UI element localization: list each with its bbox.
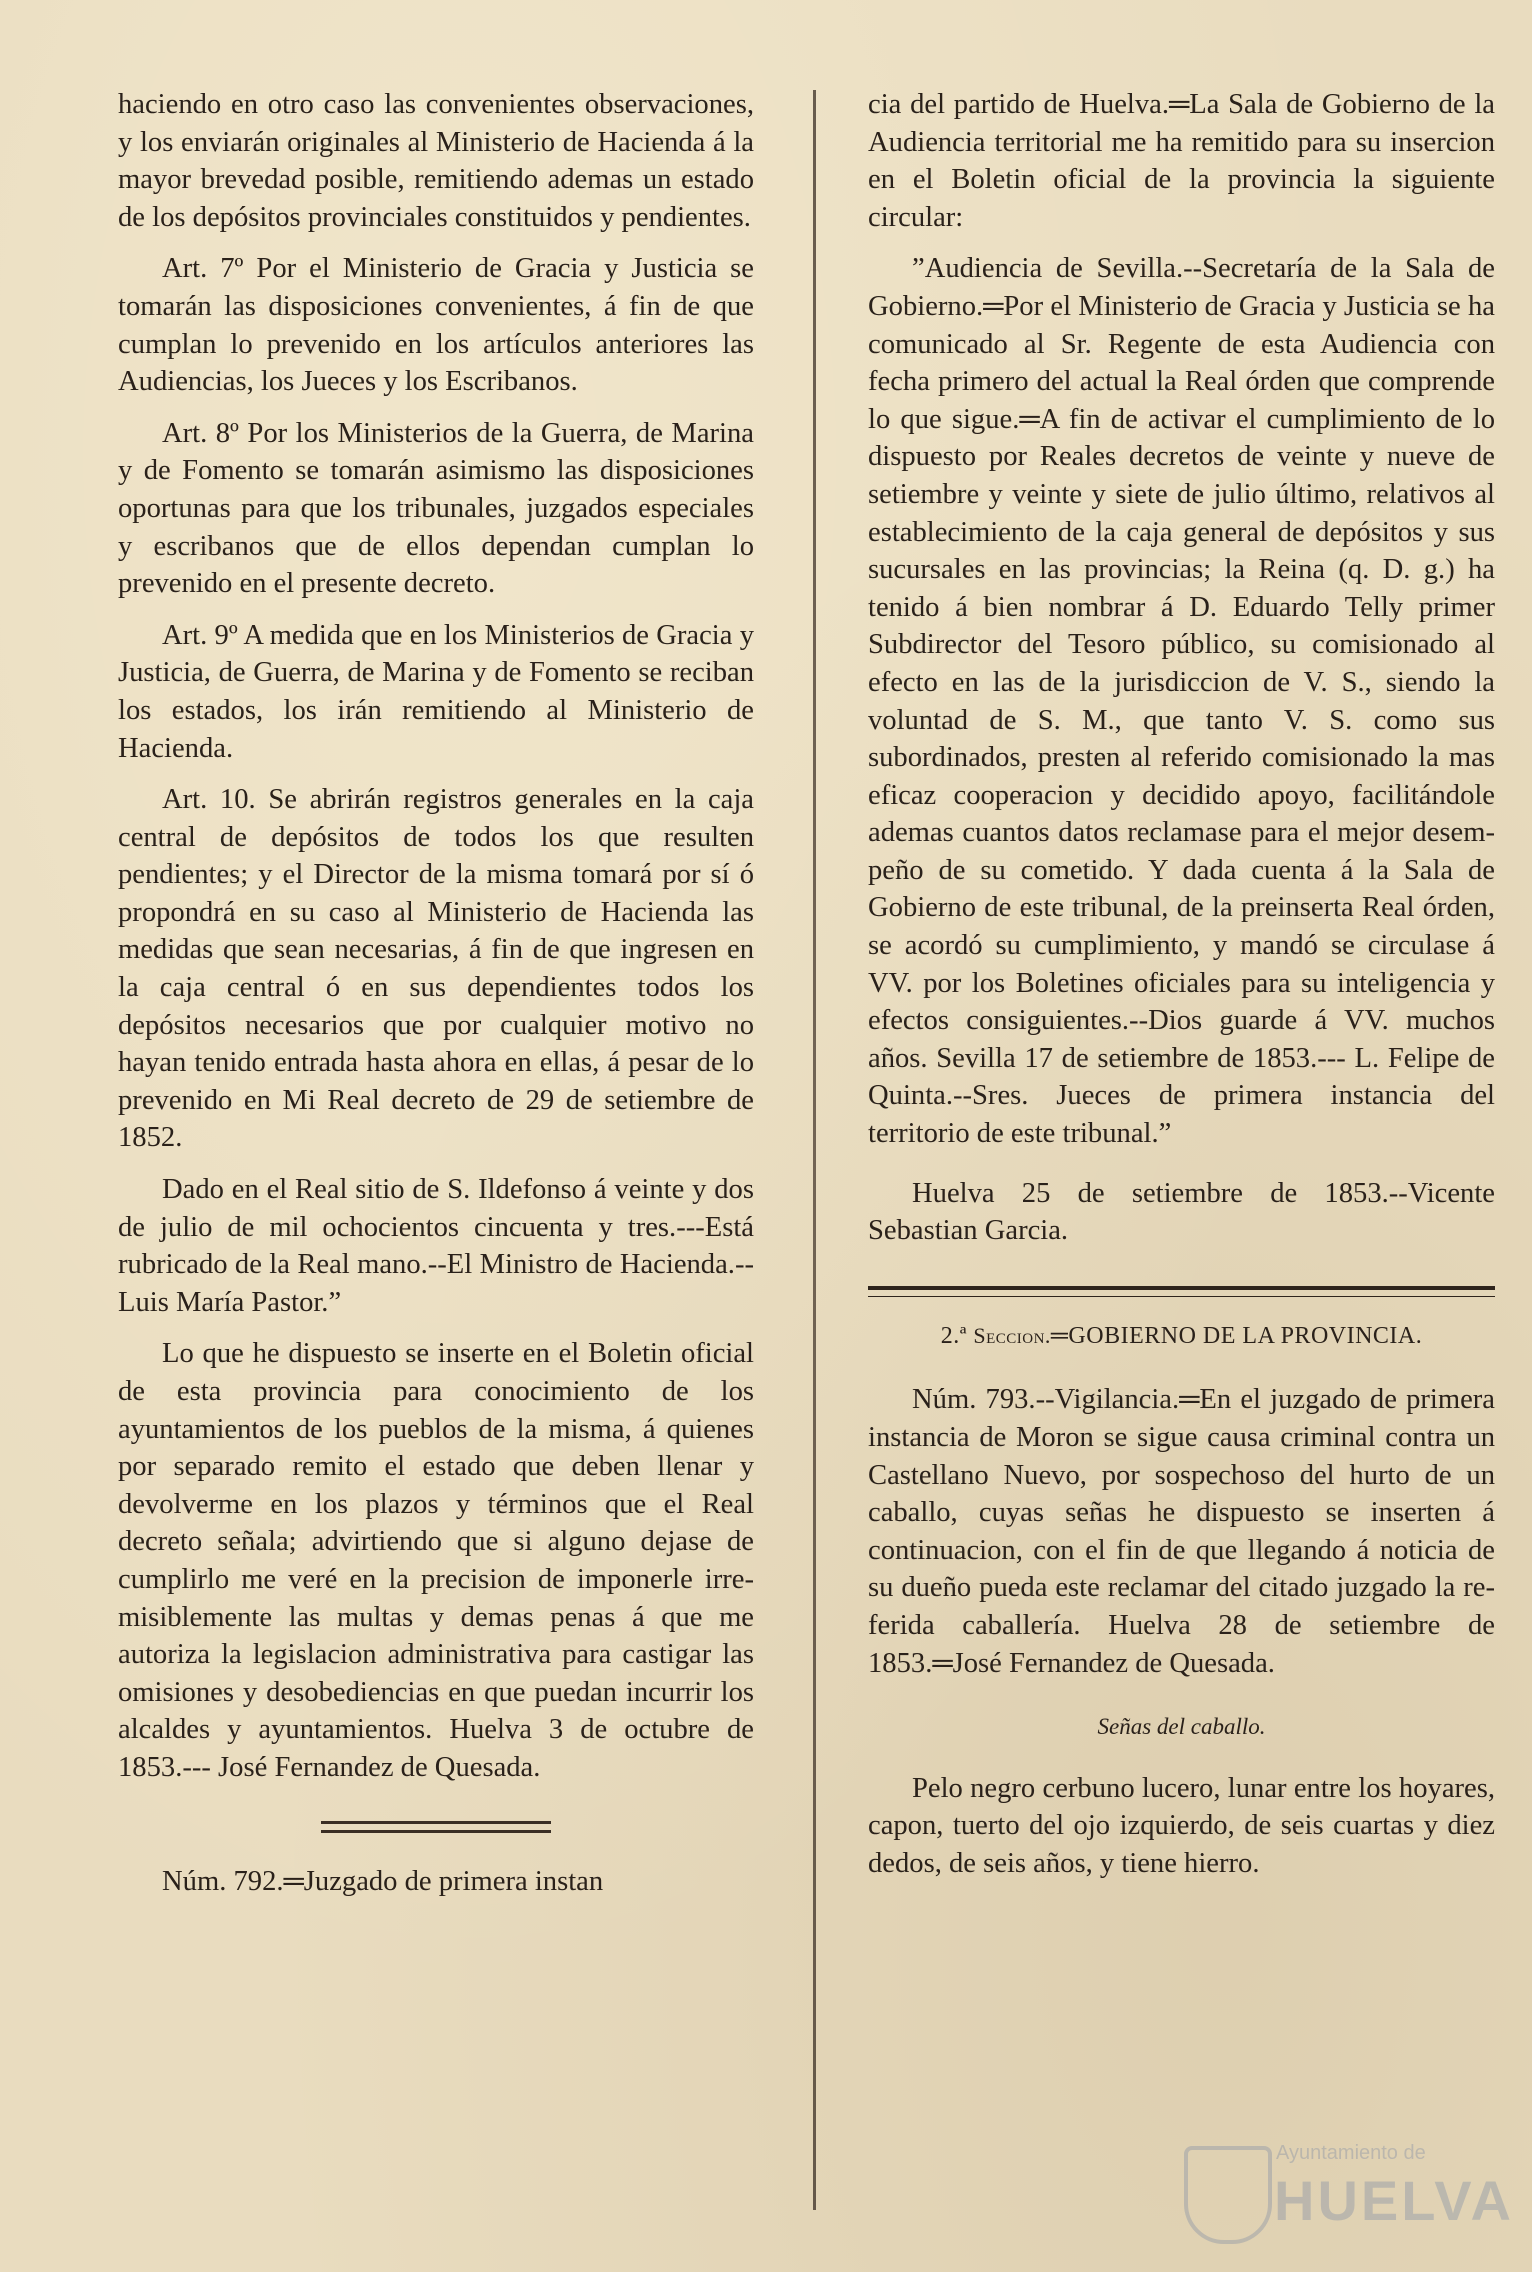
article-8: Art. 8º Por los Ministerios de la Guerra, de Marina y de Fomento se tomarán asimismo las disposiciones oportunas para que los tribunales, juzgados especiales y escribanos que de ellos dependan cumplan lo prevenido en el presente decreto. xyxy=(118,417,754,600)
section-number: 2.ª xyxy=(940,1322,967,1349)
separator-long xyxy=(868,1286,1495,1297)
left-column xyxy=(118,86,754,1900)
watermark-big-text: HUELVA xyxy=(1274,2169,1514,2232)
notice-792-body: cia del partido de Huelva.═La Sala de Gobierno de la Audiencia territorial me ha remitido para su insercion en el Boletin oficial de la provincia la siguiente circular: xyxy=(868,89,1495,233)
notice-792-heading: Núm. 792.═Juzgado de primera instan xyxy=(162,1865,604,1897)
notice-793: Núm. 793.--Vigilancia.═En el juzgado de primera instancia de Moron se sigue causa criminal contra un Castellano Nuevo, por sospechoso del hurto de un caballo, cuyas señas he dispuesto se inserten á continuacion, con el fin de que llegando á noticia de su dueño pueda este reclamar del citado juzgado la referida caballería. Huelva 28 de setiembre de 1853.═José Fernandez de Quesada. xyxy=(868,1384,1495,1679)
paragraph-continuation: haciendo en otro caso las convenientes observaciones, y los enviarán originales al Ministerio de Hacienda á la mayor brevedad posible, remitiendo ademas un estado de los depósitos provinciales constituidos y pendientes. xyxy=(118,89,754,233)
right-column xyxy=(868,86,1495,1883)
horse-description-title: Señas del caballo. xyxy=(1097,1714,1266,1740)
section-word: Seccion. xyxy=(973,1322,1051,1348)
watermark-small-text: Ayuntamiento de xyxy=(1276,2142,1426,2164)
separator-short xyxy=(321,1821,551,1833)
audiencia-circular: ”Audiencia de Sevilla.--Secretaría de la Sala de Gobierno.═Por el Ministerio de Gracia y Justicia se ha comunicado al Sr. Regente de esta Audiencia con fecha primero del actual la Real órden que comprende lo que sigue.═A fin de activar el cumplimiento de lo dispuesto por Reales decretos de veinte y nueve de setiembre y veinte y siete de julio último, relativos al establecimiento de la caja general de depósitos y sus sucursales en las provincias; la Reina (q. D. g.) ha tenido á bien nombrar á D. Eduardo Telly primer Subdirector del Tesoro público, su comisionado al efecto en las de la jurisdiccion de V. S., siendo la voluntad de S. M., que tanto V. S. como sus subordinados, presten al referido comisionado la mas eficaz cooperacion y decidido apoyo, facilitándole ademas cuantos datos reclamase para el mejor desempeño de su cometido. Y dada cuenta á la Sala de Gobierno de este tribunal, de la preinserta Real órden, se acordó su cumplimiento, y mandó se circulase á VV. por los Boletines oficiales para su inteligencia y efectos consiguientes.--Dios guarde á VV. muchos años. Sevilla 17 de setiembre de 1853.--- L. Felipe de Quinta.--Sres. Jueces de primera instancia del territorio de este tribunal.” xyxy=(868,253,1495,1150)
article-9: Art. 9º A medida que en los Ministerios de Gracia y Justicia, de Guerra, de Marina y de Fomento se reciban los estados, los irán remitiendo al Ministerio de Hacienda. xyxy=(118,619,754,764)
article-7: Art. 7º Por el Ministerio de Gracia y Justicia se tomarán las disposiciones convenientes, á fin de que cumplan lo prevenido en los artículos anteriores las Audiencias, los Jueces y los Escribanos. xyxy=(118,253,754,398)
governor-notice: Lo que he dispuesto se inserte en el Boletin oficial de esta provincia para conocimiento de los ayuntamientos de los pueblos de la misma, á quienes por separado remito el estado que deben llenar y devolverme en los plazos y términos que el Real decreto señala; advirtiendo que si alguno dejase de cumplirlo me veré en la precision de imponerle irremisiblemente las multas y demas penas á que me autoriza la legislacion administrativa para castigar las omisiones y desobediencias en que puedan incurrir los alcaldes y ayuntamientos. Huelva 3 de octubre de 1853.--- José Fernandez de Quesada. xyxy=(118,1338,754,1783)
section-title: ═GOBIERNO DE LA PROVINCIA. xyxy=(1050,1322,1423,1349)
archive-watermark xyxy=(1184,2132,1514,2242)
column-divider xyxy=(813,90,816,2210)
section-heading xyxy=(868,1317,1495,1356)
city-seal-icon xyxy=(1184,2146,1272,2244)
article-10: Art. 10. Se abrirán registros generales en la caja central de depósitos de todos los que resulten pendientes; y el Director de la misma tomará por sí ó propondrá en su caso al Ministerio de Hacienda las medidas que sean necesarias, á fin de que ingresen en la caja central ó en sus dependientes todos los depósitos necesarios que por cualquier motivo no hayan tenido entrada hasta ahora en ellas, á pesar de lo prevenido en Mi Real decreto de 29 de setiembre de 1852. xyxy=(118,784,754,1154)
decree-signature: Dado en el Real sitio de S. Ildefonso á veinte y dos de julio de mil ochocientos cincuenta y tres.---Está rubricado de la Real mano.--El Ministro de Hacienda.--Luis María Pastor.” xyxy=(118,1174,754,1318)
huelva-signature: Huelva 25 de setiembre de 1853.--Vicente Sebastian Garcia. xyxy=(868,1177,1495,1247)
horse-description: Pelo negro cerbuno lucero, lunar entre los hoyares, capon, tuerto del ojo izquierdo, de seis cuartas y diez dedos, de seis años, y tiene hierro. xyxy=(868,1772,1495,1879)
